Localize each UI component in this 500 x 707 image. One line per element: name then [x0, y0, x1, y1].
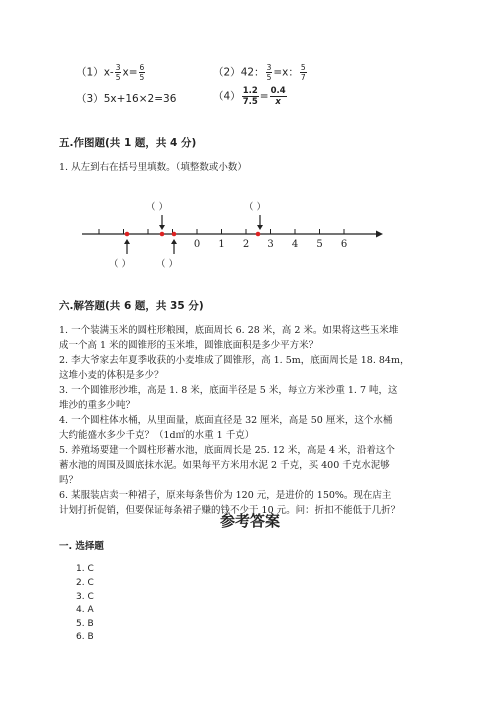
arrow-up-icon	[171, 239, 177, 244]
number-line-tick-label: 6	[340, 239, 348, 250]
problem-line: 成一个高 1 米的圆锥形的玉米堆，圆锥底面积是多少平方米？	[59, 340, 319, 351]
number-line-ticks	[99, 229, 344, 234]
marked-point	[172, 232, 177, 237]
arrow-right-icon	[376, 231, 383, 238]
problem-line: 2. 李大爷家去年夏季收获的小麦堆成了圆锥形，高 1. 5m，底面周长是 18. 84m，	[59, 355, 410, 366]
problem-line: 计划打折促销，但要保证每条裙子赚的钱不少于 10 元。问：折扣不能低于几折？	[59, 505, 401, 516]
marked-point	[160, 232, 165, 237]
number-line-tick-label: 0	[193, 239, 201, 250]
problem-line: 3. 一个圆锥形沙堆，高是 1. 8 米，底面半径是 5 米，每立方米沙重 1. 7 吨，这	[59, 385, 398, 396]
problem-line: 吗？	[59, 475, 79, 486]
answer-item: 4. A	[76, 605, 94, 615]
problem-line: 1. 一个装满玉米的圆柱形粮囤，底面周长 6. 28 米，高 2 米。如果将这些玉米堆	[59, 325, 399, 336]
marked-point	[125, 232, 130, 237]
problem-line: 6. 某服装店卖一种裙子，原来每条售价为 120 元，是进价的 150%。现在店主	[59, 490, 392, 501]
answer-item: 2. C	[76, 578, 94, 588]
problem-line: 这堆小麦的体积是多少？	[59, 370, 164, 381]
blank-bottom-1[interactable]: （ ）	[109, 259, 132, 270]
problem-line: 5. 养殖场要建一个圆柱形蓄水池，底面周长是 25. 12 米，高是 4 米，沿着这个	[59, 445, 395, 456]
answer-section-heading: 一. 选择题	[59, 541, 104, 552]
problem-line: 大约能盛水多少千克？（1d㎡的水重 1 千克）	[59, 430, 255, 441]
blank-bottom-2[interactable]: （ ）	[156, 259, 179, 270]
equation-4: （4） $\frac{1.2}{7.5}$ = $\frac{0.4}{x}$	[213, 86, 286, 107]
problem-line: 蓄水池的周围及圆底抹水泥。如果每平方米用水泥 2 千克，买 400 千克水泥够	[59, 460, 390, 471]
number-line-tick-label: 3	[267, 239, 274, 250]
answer-item: 1. C	[76, 564, 94, 574]
section-5-heading: 五.作图题(共 1 题，共 4 分)	[59, 137, 197, 149]
equation-3: （3）5x+16×2=36	[76, 93, 177, 105]
marked-point	[256, 232, 261, 237]
answer-key-title: 参考答案	[219, 512, 280, 530]
answer-item: 6. B	[76, 632, 94, 642]
arrow-down-icon	[159, 225, 165, 230]
section-6-heading: 六.解答题(共 6 题，共 35 分)	[59, 300, 204, 312]
equation-2: （2）42： $\frac{3}{5}$ =x： $\frac{5}{7}$	[213, 63, 306, 82]
answer-item: 5. B	[76, 619, 94, 629]
equation-1: （1）x- $\frac{3}{5}$ x= $\frac{6}{5}$	[76, 63, 145, 82]
arrow-down-icon	[257, 225, 263, 230]
number-line-tick-label: 1	[218, 239, 225, 250]
number-line-tick-label: 5	[316, 239, 323, 250]
answer-item: 3. C	[76, 592, 94, 602]
number-line-labels	[194, 239, 347, 250]
arrow-up-icon	[124, 239, 130, 244]
number-line-tick-label: 4	[291, 239, 299, 250]
problem-line: 4. 一个圆柱体水桶，从里面量，底面直径是 32 厘米，高是 50 厘米，这个水桶	[59, 415, 393, 426]
section-6-body	[59, 323, 410, 518]
blank-top-1[interactable]: （ ）	[146, 202, 169, 213]
number-line-tick-label: 2	[242, 239, 250, 250]
problem-line: 堆沙的重多少吨？	[59, 400, 136, 411]
blank-top-2[interactable]: （ ）	[244, 202, 267, 213]
section-5-question-1: 1. 从左到右在括号里填数。（填整数或小数）	[59, 162, 247, 173]
